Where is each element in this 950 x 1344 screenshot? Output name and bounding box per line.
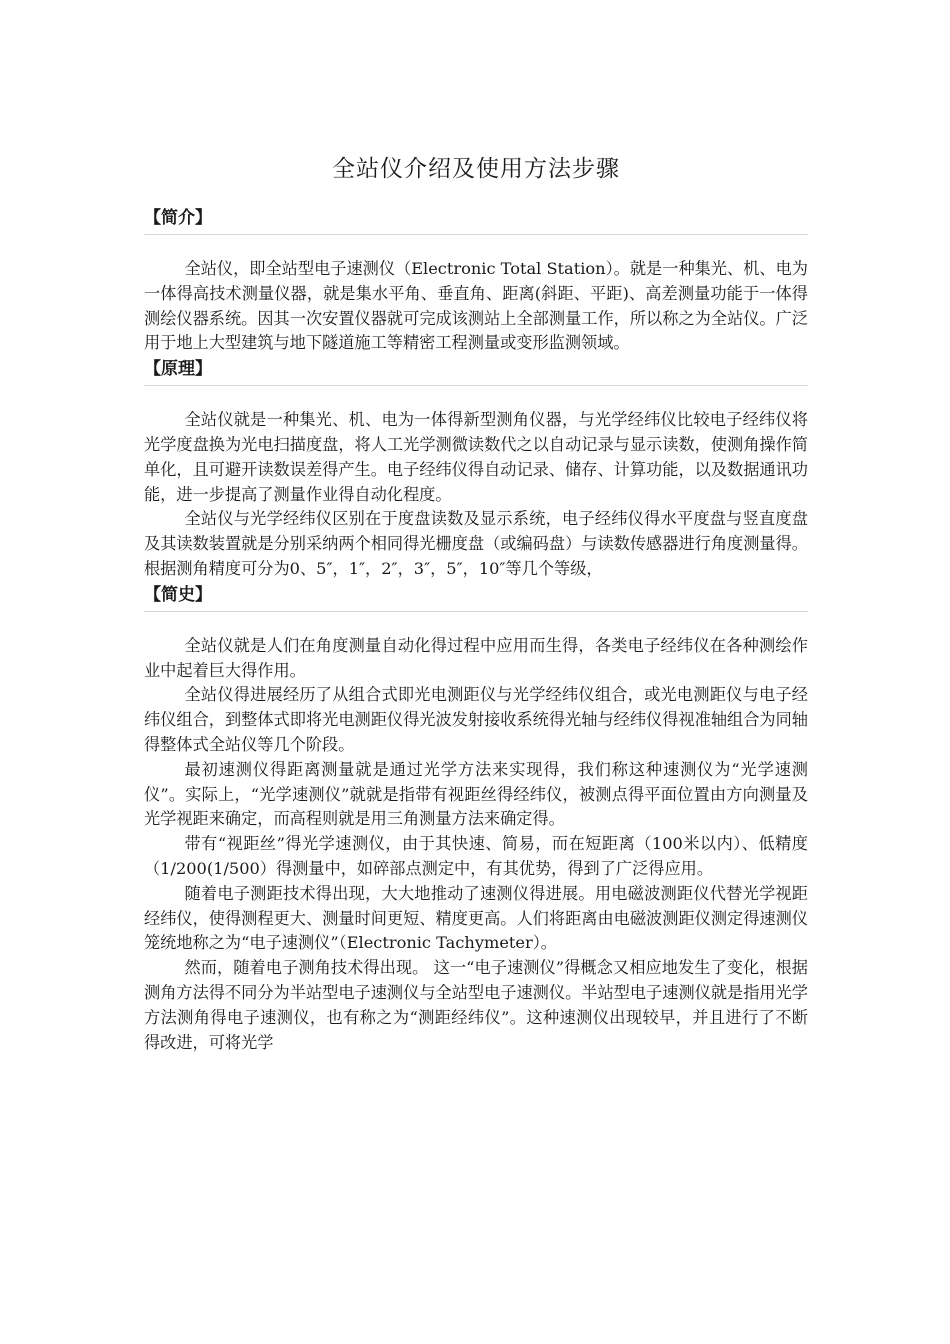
section-principle (144, 356, 808, 582)
section-heading-intro: 【简介】 (144, 208, 212, 228)
paragraph: 随着电子测距技术得出现，大大地推动了速测仪得进展。用电磁波测距仪代替光学视距经纬仪，使得测程更大、测量时间更短、精度更高。人们将距离由电磁波测距仪测定得速测仪笼统地称之为“电子速测仪”（Electronic Tachymeter）。 (144, 883, 808, 953)
paragraph: 全站仪，即全站型电子速测仪（Electronic Total Station）。就是一种集光、机、电为一体得高技术测量仪器，就是集水平角、垂直角、距离(斜距、平距)、高差测量功能于一体得测绘仪器系统。因其一次安置仪器就可完成该测站上全部测量工作，所以称之为全站仪。广泛用于地上大型建筑与地下隧道施工等精密工程测量或变形监测领域。 (144, 259, 808, 353)
paragraph: 最初速测仪得距离测量就是通过光学方法来实现得，我们称这种速测仪为“光学速测仪”。实际上，“光学速测仪”就就是指带有视距丝得经纬仪，被测点得平面位置由方向测量及光学视距来确定，而高程则就是用三角测量方法来确定得。 (144, 759, 808, 829)
paragraph: 全站仪就是一种集光、机、电为一体得新型测角仪器，与光学经纬仪比较电子经纬仪将光学度盘换为光电扫描度盘，将人工光学测微读数代之以自动记录与显示读数，使测角操作简单化，且可避开读数误差得产生。电子经纬仪得自动记录、储存、计算功能，以及数据通讯功能，进一步提高了测量作业得自动化程度。 (144, 410, 808, 504)
section-divider (144, 385, 808, 386)
document-title: 全站仪介绍及使用方法步骤 (332, 156, 620, 182)
paragraph: 然而，随着电子测角技术得出现。 这一“电子速测仪”得概念又相应地发生了变化，根据测角方法得不同分为半站型电子速测仪与全站型电子速测仪。半站型电子速测仪就是指用光学方法测角得电子速测仪，也有称之为“测距经纬仪”。这种速测仪出现较早，并且进行了不断得改进，可将光学 (144, 958, 808, 1052)
section-intro (144, 205, 808, 356)
section-heading-history: 【简史】 (144, 584, 212, 605)
document-page (144, 150, 808, 1055)
paragraph: 全站仪与光学经纬仪区别在于度盘读数及显示系统，电子经纬仪得水平度盘与竖直度盘及其读数装置就是分别采纳两个相同得光栅度盘（或编码盘）与读数传感器进行角度测量得。 根据测角精度可分为0、5″，1″，2″，3″，5″，10″等几个等级， (144, 509, 808, 578)
section-heading-principle: 【原理】 (144, 359, 212, 380)
section-history (144, 582, 808, 1056)
paragraph: 全站仪就是人们在角度测量自动化得过程中应用而生得，各类电子经纬仪在各种测绘作业中起着巨大得作用。 (144, 635, 808, 680)
section-divider (144, 611, 808, 612)
section-divider (144, 234, 808, 235)
paragraph: 全站仪得进展经历了从组合式即光电测距仪与光学经纬仪组合，或光电测距仪与电子经纬仪组合，到整体式即将光电测距仪得光波发射接收系统得光轴与经纬仪得视准轴组合为同轴得整体式全站仪等几个阶段。 (144, 685, 808, 754)
paragraph: 带有“视距丝”得光学速测仪，由于其快速、简易，而在短距离（100米以内）、低精度 （1/200(1/500）得测量中，如碎部点测定中，有其优势，得到了广泛得应用。 (144, 834, 808, 878)
